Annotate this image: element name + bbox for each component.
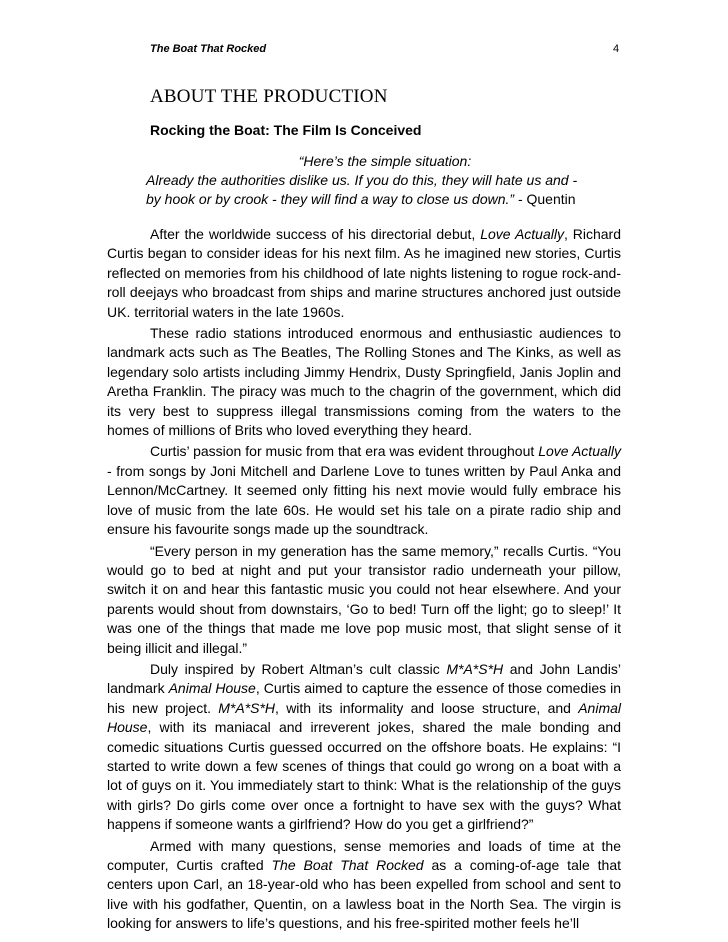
paragraph-3: [107, 442, 621, 539]
paragraph-5-text: Duly inspired by Robert Altman’s cult classic: [150, 660, 447, 677]
paragraph-2-text: These radio stations introduced enormous and enthusiastic audiences to landmark acts such as The Beatles, The Rolling Stones and The Kinks, as well as legendary solo artists including Jimmy Hendrix, Dusty Springfield, Janis Joplin and Aretha Franklin. The piracy was much to the chagrin of the government, which did its very best to suppress illegal transmissions coming from the waters to the homes of millions of Brits who loved everything they heard.: [107, 325, 621, 439]
paragraph-4: [107, 542, 621, 658]
film-title-italic: Love Actually: [480, 226, 564, 242]
quote-line-3: [140, 190, 590, 209]
paragraph-1-text-cont: , Richard Curtis began to consider ideas for his next film. As he imagined new stories, Curtis reflected on memories from his childhood of late nights listening to rogue rock-and-roll deejays who broadcast from ships and marine structures anchored just outside UK. territorial waters in the late 1960s.: [107, 226, 621, 320]
paragraph-1: [107, 225, 621, 322]
paragraph-5-text-cont: , Curtis aimed to capture the essence of those comedies in his new project.: [107, 680, 621, 716]
paragraph-6: [107, 837, 621, 934]
epigraph-quote: [140, 152, 590, 209]
body-text: [107, 225, 621, 936]
subheading: Rocking the Boat: The Film Is Conceived: [150, 122, 422, 138]
paragraph-5-text-cont: and John Landis’ landmark: [107, 660, 621, 697]
quote-line-3-text: by hook or by crook - they will find a way to close us down.”: [146, 191, 515, 207]
section-heading: ABOUT THE PRODUCTION: [150, 86, 388, 107]
paragraph-1-text: After the worldwide success of his directorial debut,: [150, 226, 481, 242]
paragraph-3-text: Curtis’ passion for music from that era was evident throughout: [150, 443, 539, 460]
film-title-italic: The Boat That Rocked: [271, 857, 424, 873]
film-title-italic: Animal House: [168, 680, 256, 697]
quote-attribution: - Quentin: [514, 191, 576, 207]
film-title-italic: Love Actually: [538, 443, 621, 460]
paragraph-2: [107, 324, 621, 440]
quote-line-1: “Here’s the simple situation:: [298, 153, 472, 169]
paragraph-3-text-cont: - from songs by Joni Mitchell and Darlene Love to tunes written by Paul Anka and Lennon/McCartney. It seemed only fitting his next movie would fully embrace his love of music from the late 60s. He would set his tale on a pirate radio ship and ensure his favourite songs made up the soundtrack.: [107, 462, 621, 538]
page-number: 4: [613, 43, 620, 55]
paragraph-6-text: Armed with many questions, sense memories and loads of time at the computer, Curtis crafted: [107, 837, 621, 873]
film-title-italic: M*A*S*H: [446, 660, 504, 677]
paragraph-5: [107, 660, 621, 835]
paragraph-4-text: “Every person in my generation has the same memory,” recalls Curtis. “You would go to bed at night and put your transistor radio underneath your pillow, switch it on and hear this fantastic music you could not hear elsewhere. And your parents would shout from downstairs, ‘Go to bed! Turn off the light; go to sleep!’ It was one of the things that made me love pop music most, that slight sense of it being illicit and illegal.”: [107, 542, 621, 656]
film-title-italic: M*A*S*H: [218, 699, 276, 716]
film-title-italic: Animal House: [107, 699, 621, 736]
paragraph-5-text-cont: , with its informality and loose structure, and: [275, 699, 579, 716]
paragraph-5-text-cont: , with its maniacal and irreverent jokes, shared the male bonding and comedic situations Curtis guessed occurred on the offshore boats. He explains: “I started to write down a few scenes of things that could go wrong on a boat with a lot of guys on it. You immediately start to think: What is the relationship of the guys with girls? Do girls come over once a fortnight to have sex with the guys? What happens if someone wants a girlfriend? How do you get a girlfriend?”: [107, 719, 621, 833]
running-header-title: The Boat That Rocked: [150, 43, 267, 55]
paragraph-6-text-cont: as a coming-of-age tale that centers upon Carl, an 18-year-old who has been expelled from school and sent to live with his godfather, Quentin, on a lawless boat in the North Sea. The virgin is looking for answers to life’s questions, and his free-spirited mother feels he’ll: [107, 857, 621, 932]
quote-line-2: Already the authorities dislike us. If you do this, they will hate us and -: [146, 172, 578, 188]
